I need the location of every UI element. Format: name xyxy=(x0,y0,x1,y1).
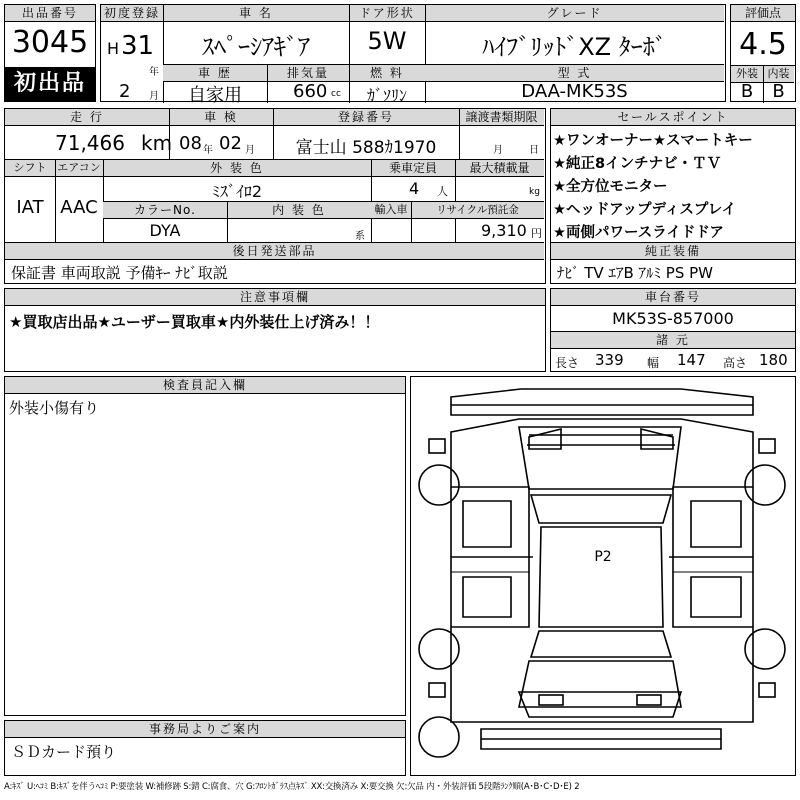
office-label: 事務局よりご案内 xyxy=(5,721,405,738)
fuel-label: 燃 料 xyxy=(349,65,425,82)
inspection-month-unit: 月 xyxy=(245,145,255,156)
sales-point-5: ★両側パワースライドドア xyxy=(553,225,724,241)
height-value: 180 xyxy=(759,351,788,369)
car-name-label: 車 名 xyxy=(163,5,349,22)
first-listing-badge: 初出品 xyxy=(5,67,95,101)
first-reg-year-unit: 年 xyxy=(149,67,159,78)
fuel-value: ｶﾞｿﾘﾝ xyxy=(366,86,407,105)
shift-label: シフト xyxy=(5,160,55,177)
equipment-value: ﾅﾋﾞ TV ｴｱB ｱﾙﾐ PS PW xyxy=(557,264,713,282)
later-parts-value: 保証書 車両取説 予備ｷｰ ﾅﾋﾞ取説 xyxy=(11,264,228,282)
int-color-unit: 系 xyxy=(355,231,365,242)
damage-mark-roof: P2 xyxy=(594,549,612,565)
chassis-value: MK53S-857000 xyxy=(612,309,734,328)
first-reg-era: H xyxy=(107,39,120,58)
length-label: 長さ xyxy=(555,356,580,370)
int-score-value: B xyxy=(772,81,785,102)
inspector-block xyxy=(4,376,406,716)
damage-legend: A:ｷｽﾞ U:ﾍｺﾐ B:ｷｽﾞを伴うﾍｺﾐ P:要塗装 W:補修跡 S:錆 C:腐食、穴 G:ﾌﾛﾝﾄｶﾞﾗｽ点ｷｽﾞ XX:交換済み X:要交換 欠:欠品 内・外装評価 5段階ﾗﾝｸ順(A･B･C･D･E) 2 xyxy=(4,782,580,792)
mileage-value: 71,466 xyxy=(55,131,125,155)
first-reg-month: 2 xyxy=(119,81,131,102)
capacity-label: 乗車定員 xyxy=(371,160,455,177)
grade-label: グレード xyxy=(425,5,724,22)
chassis-label: 車台番号 xyxy=(551,289,795,306)
equipment-label: 純正装備 xyxy=(551,243,795,260)
first-reg-month-unit: 月 xyxy=(149,91,159,102)
model-code-value: DAA-MK53S xyxy=(521,81,628,102)
specs-label: 諸 元 xyxy=(551,332,795,349)
import-label: 輸入車 xyxy=(371,202,411,219)
mileage-label: 走 行 xyxy=(5,109,169,126)
vehicle-info-block xyxy=(100,4,726,106)
color-no-label: カラーNo. xyxy=(103,202,227,219)
chassis-block xyxy=(550,288,796,372)
door-value: 5W xyxy=(367,27,407,55)
office-value: ＳＤカード預り xyxy=(11,743,117,761)
height-label: 高さ xyxy=(723,356,748,370)
width-label: 幅 xyxy=(647,356,660,370)
score-value: 4.5 xyxy=(739,27,787,62)
history-label: 車 歴 xyxy=(163,65,267,82)
plate-value: 富士山 588ｶ1970 xyxy=(295,138,437,158)
lot-block xyxy=(4,4,96,102)
ext-score-value: B xyxy=(740,81,754,102)
displacement-value: 660 xyxy=(293,81,328,102)
transfer-day-unit: 日 xyxy=(529,145,539,156)
aircon-label: エアコン xyxy=(55,160,103,177)
inspection-label: 車 検 xyxy=(169,109,273,126)
car-diagram xyxy=(410,376,796,776)
first-reg-label: 初度登録 xyxy=(101,5,163,22)
grade-value: ﾊｲﾌﾞﾘｯﾄﾞXZ ﾀｰﾎﾞ xyxy=(482,33,667,61)
color-no-value: DYA xyxy=(149,221,181,240)
model-code-label: 型 式 xyxy=(425,65,724,82)
history-value: 自家用 xyxy=(188,85,242,106)
notes-block xyxy=(4,288,546,372)
inspector-label: 検査員記入欄 xyxy=(5,377,405,394)
car-outline xyxy=(411,377,794,774)
first-reg-year: 31 xyxy=(121,31,155,61)
ext-score-label: 外装 xyxy=(731,66,763,83)
inspection-month: 02 xyxy=(219,133,242,154)
office-block xyxy=(4,720,406,776)
max-load-unit: kg xyxy=(529,187,540,197)
plate-label: 登録番号 xyxy=(273,109,459,126)
recycle-label: リサイクル預託金 xyxy=(411,202,544,219)
lot-label: 出品番号 xyxy=(5,5,95,22)
int-color-label: 内 装 色 xyxy=(227,202,371,219)
sales-points-block xyxy=(550,108,796,284)
door-label: ドア形状 xyxy=(349,5,425,22)
transfer-label: 譲渡書類期限 xyxy=(459,109,544,126)
aircon-value: AAC xyxy=(60,197,98,218)
notes-label: 注意事項欄 xyxy=(5,289,545,306)
length-value: 339 xyxy=(595,351,624,369)
width-value: 147 xyxy=(677,351,706,369)
detail-block xyxy=(4,108,546,284)
recycle-value: 9,310 xyxy=(481,221,527,240)
transfer-month-unit: 月 xyxy=(493,145,503,156)
score-label: 評価点 xyxy=(731,5,795,22)
shift-value: IAT xyxy=(16,197,44,218)
car-name-value: ｽﾍﾟｰｼｱｷﾞｱ xyxy=(202,33,310,61)
capacity-value: 4 xyxy=(409,179,420,198)
inspector-value: 外装小傷有り xyxy=(9,399,100,417)
sales-point-1: ★ワンオーナー★スマートキー xyxy=(553,133,753,149)
lot-number: 3045 xyxy=(11,25,89,60)
int-score-label: 内装 xyxy=(763,66,794,83)
capacity-unit: 人 xyxy=(437,185,448,198)
displacement-label: 排気量 xyxy=(267,65,349,82)
ext-color-label: 外 装 色 xyxy=(103,160,371,177)
mileage-unit: km xyxy=(141,131,173,155)
inspection-year-unit: 年 xyxy=(203,145,213,156)
sales-points-label: セールスポイント xyxy=(551,109,795,126)
inspection-year: 08 xyxy=(179,133,202,154)
sales-point-2: ★純正8インチナビ・ＴＶ xyxy=(553,156,722,172)
sales-point-4: ★ヘッドアップディスプレイ xyxy=(553,202,737,218)
ext-color-value: ﾐｽﾞｲﾛ2 xyxy=(211,182,263,201)
score-block xyxy=(730,4,796,102)
max-load-label: 最大積載量 xyxy=(455,160,544,177)
recycle-unit: 円 xyxy=(531,227,542,240)
displacement-unit: cc xyxy=(331,89,341,99)
notes-value: ★買取店出品★ユーザー買取車★内外装仕上げ済み！！ xyxy=(9,313,380,331)
sales-point-3: ★全方位モニター xyxy=(553,179,668,195)
later-parts-label: 後日発送部品 xyxy=(5,243,544,260)
